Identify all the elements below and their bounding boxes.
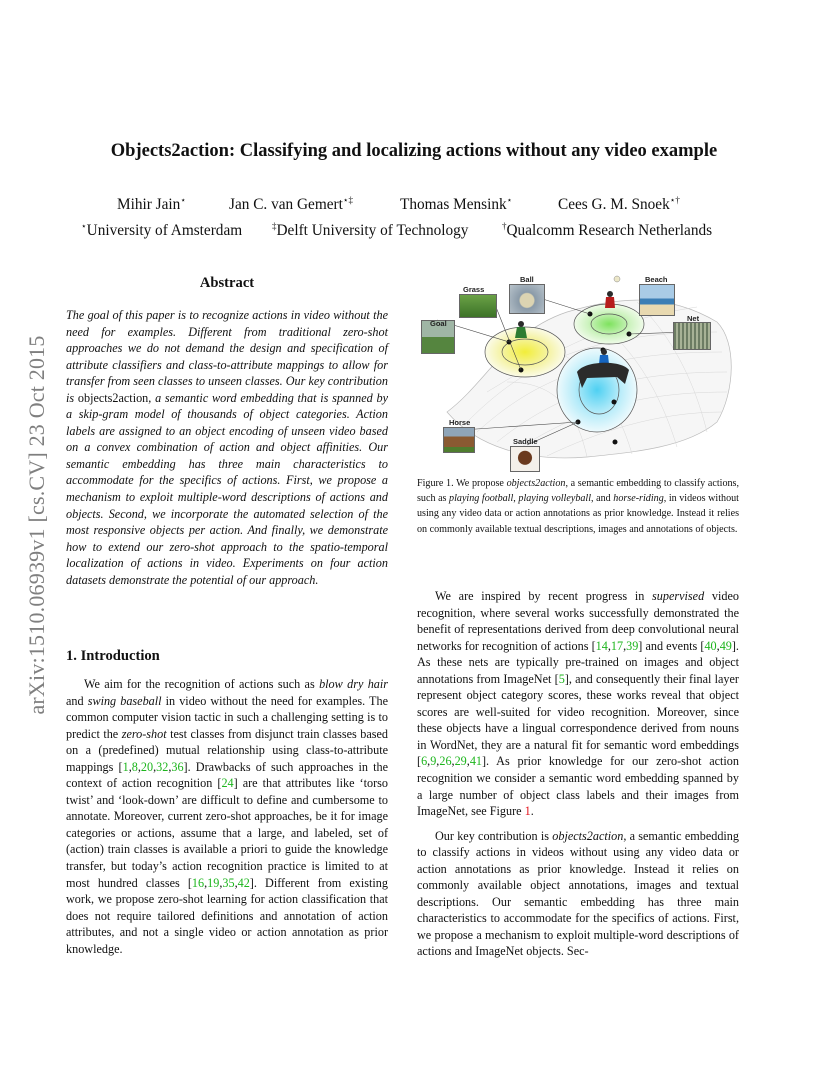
figure-reference[interactable]: 1 [524, 804, 531, 819]
citation[interactable]: 16 [191, 875, 205, 890]
author-3: Thomas Mensink⋆ [400, 195, 513, 213]
paper-title: Objects2action: Classifying and localizing actions without any video example [110, 141, 718, 161]
label-beach: Beach [645, 275, 668, 284]
affiliation-1: ⋆University of Amsterdam [81, 221, 243, 239]
citation[interactable]: 1 [122, 759, 129, 774]
horse-image [443, 427, 475, 453]
arxiv-stamp [22, 290, 52, 760]
citation[interactable]: 9 [430, 754, 437, 769]
label-net: Net [687, 314, 700, 323]
section-heading-introduction: 1. Introduction [66, 648, 160, 664]
citation[interactable]: 35 [222, 875, 235, 890]
citation[interactable]: 41 [469, 754, 482, 769]
citation[interactable]: 29 [454, 754, 467, 769]
citation[interactable]: 24 [221, 776, 234, 791]
label-ball: Ball [520, 275, 534, 284]
citation[interactable]: 5 [558, 671, 565, 686]
paragraph-contribution: Our key contribution is objects2action, a semantic embedding to classify actions in videos without using any video data or action annotations as prior knowledge. Instead it relies on commonly available object annotations, images and textual descriptions. Our semantic embedding has three main characteristics to accommodate for the specifics of actions. First, we propose a mechanism to exploit multiple-word descriptions of actions and ImageNet objects. Sec- [417, 828, 739, 959]
citation[interactable]: 40 [704, 638, 717, 653]
author-4: Cees G. M. Snoek⋆† [558, 195, 680, 213]
right-column-body [417, 588, 739, 960]
citation[interactable]: 17 [610, 638, 624, 653]
citation[interactable]: 42 [237, 875, 250, 890]
net-image [673, 322, 711, 350]
arxiv-id: arXiv:1510.06939v1 [cs.CV] 23 Oct 2015 [24, 335, 49, 715]
label-goal: Goal [430, 319, 447, 328]
citation[interactable]: 6 [421, 754, 428, 769]
grass-image [459, 294, 497, 318]
author-1: Mihir Jain⋆ [117, 195, 186, 213]
abstract-body: The goal of this paper is to recognize actions in video without the need for examples. Different from traditional zero-shot approaches we do not demand the design and specification of attribute classifiers and class-to-attribute mappings to allow for transfer from seen classes to unseen classes. Our key contribution is objects2action, a semantic word embedding that is spanned by a skip-gram model of thousands of object categories. Action labels are assigned to an object encoding of unseen video based on a convex combination of action and object affinities. Our semantic embedding has three main characteristics to accommodate for the specifics of actions. First, we propose a mechanism to exploit multiple-word descriptions of actions and objects. Second, we incorporate the automated selection of the most responsive objects per action. And finally, we demonstrate how to extend our zero-shot approach to the spatio-temporal localization of actions in video. Experiments on four action datasets demonstrate the potential of our approach. [66, 308, 388, 587]
saddle-image [510, 446, 540, 472]
affiliation-3: †Qualcomm Research Netherlands [502, 221, 713, 239]
abstract-heading: Abstract [199, 275, 255, 291]
citation[interactable]: 14 [595, 638, 608, 653]
citation[interactable]: 36 [171, 759, 184, 774]
citation[interactable]: 39 [626, 638, 639, 653]
citation[interactable]: 49 [719, 638, 732, 653]
citation[interactable]: 26 [439, 754, 452, 769]
paragraph-inspiration: We are inspired by recent progress in supervised video recognition, where several works successfully demonstrated the benefit of representations derived from deep convolutional neural networks for recognition of actions [14,17,39] and events [40,49]. As these nets are typically pre-trained on images and object annotations from ImageNet [5], and consequently their final layer represent object category scores, these works reveal that object scores are well-suited for video recognition. Moreover, since these objects have a lingual correspondence derived from nouns in WordNet, they are a natural fit for semantic word embeddings [6,9,26,29,41]. As prior knowledge for our zero-shot action recognition we consider a semantic word embedding spanned by a large number of object class labels and their images from ImageNet, see Figure 1. [417, 589, 739, 819]
label-saddle: Saddle [513, 437, 538, 446]
author-2: Jan C. van Gemert⋆‡ [229, 195, 353, 213]
citation[interactable]: 32 [156, 759, 169, 774]
beach-image [639, 284, 675, 316]
ball-image [509, 284, 545, 314]
label-horse: Horse [449, 418, 471, 427]
citation[interactable]: 19 [207, 875, 220, 890]
label-grass: Grass [463, 285, 485, 294]
affiliation-2: ‡Delft University of Technology [272, 221, 469, 239]
figure-1-caption: Figure 1. We propose objects2action, a semantic embedding to classify actions, such as playing football, playing volleyball, and horse-riding, in videos without using any video data or action annotations as prior knowledge. Instead it relies on commonly available textual descriptions, images and annotations of objects. [417, 478, 739, 535]
citation[interactable]: 8 [131, 759, 138, 774]
introduction-body: We aim for the recognition of actions such as blow dry hair and swing baseball in video without the need for examples. The common computer vision tactic in such a challenging setting is to predict the zero-shot test classes from disjunct train classes based on a (predefined) mutual relationship using class-to-attribute mappings [1,8,20,32,36]. Drawbacks of such approaches in the context of action recognition [24] are that attributes like ‘torso twist’ and ‘look-down’ are difficult to define and cumbersome to annotate. Moreover, current zero-shot approaches, be it for image categories or actions, assume that a large, and labeled, set of (action) train classes is available a priori to guide the knowledge transfer, but today’s action recognition practice is limited to at most hundred classes [16,19,35,42]. Different from existing work, we propose zero-shot learning for action classification that does not require tailored definitions and annotation of action attributes, and not a single video or action annotation as prior knowledge. [66, 677, 389, 956]
figure-1 [417, 272, 739, 472]
citation[interactable]: 20 [140, 759, 154, 774]
